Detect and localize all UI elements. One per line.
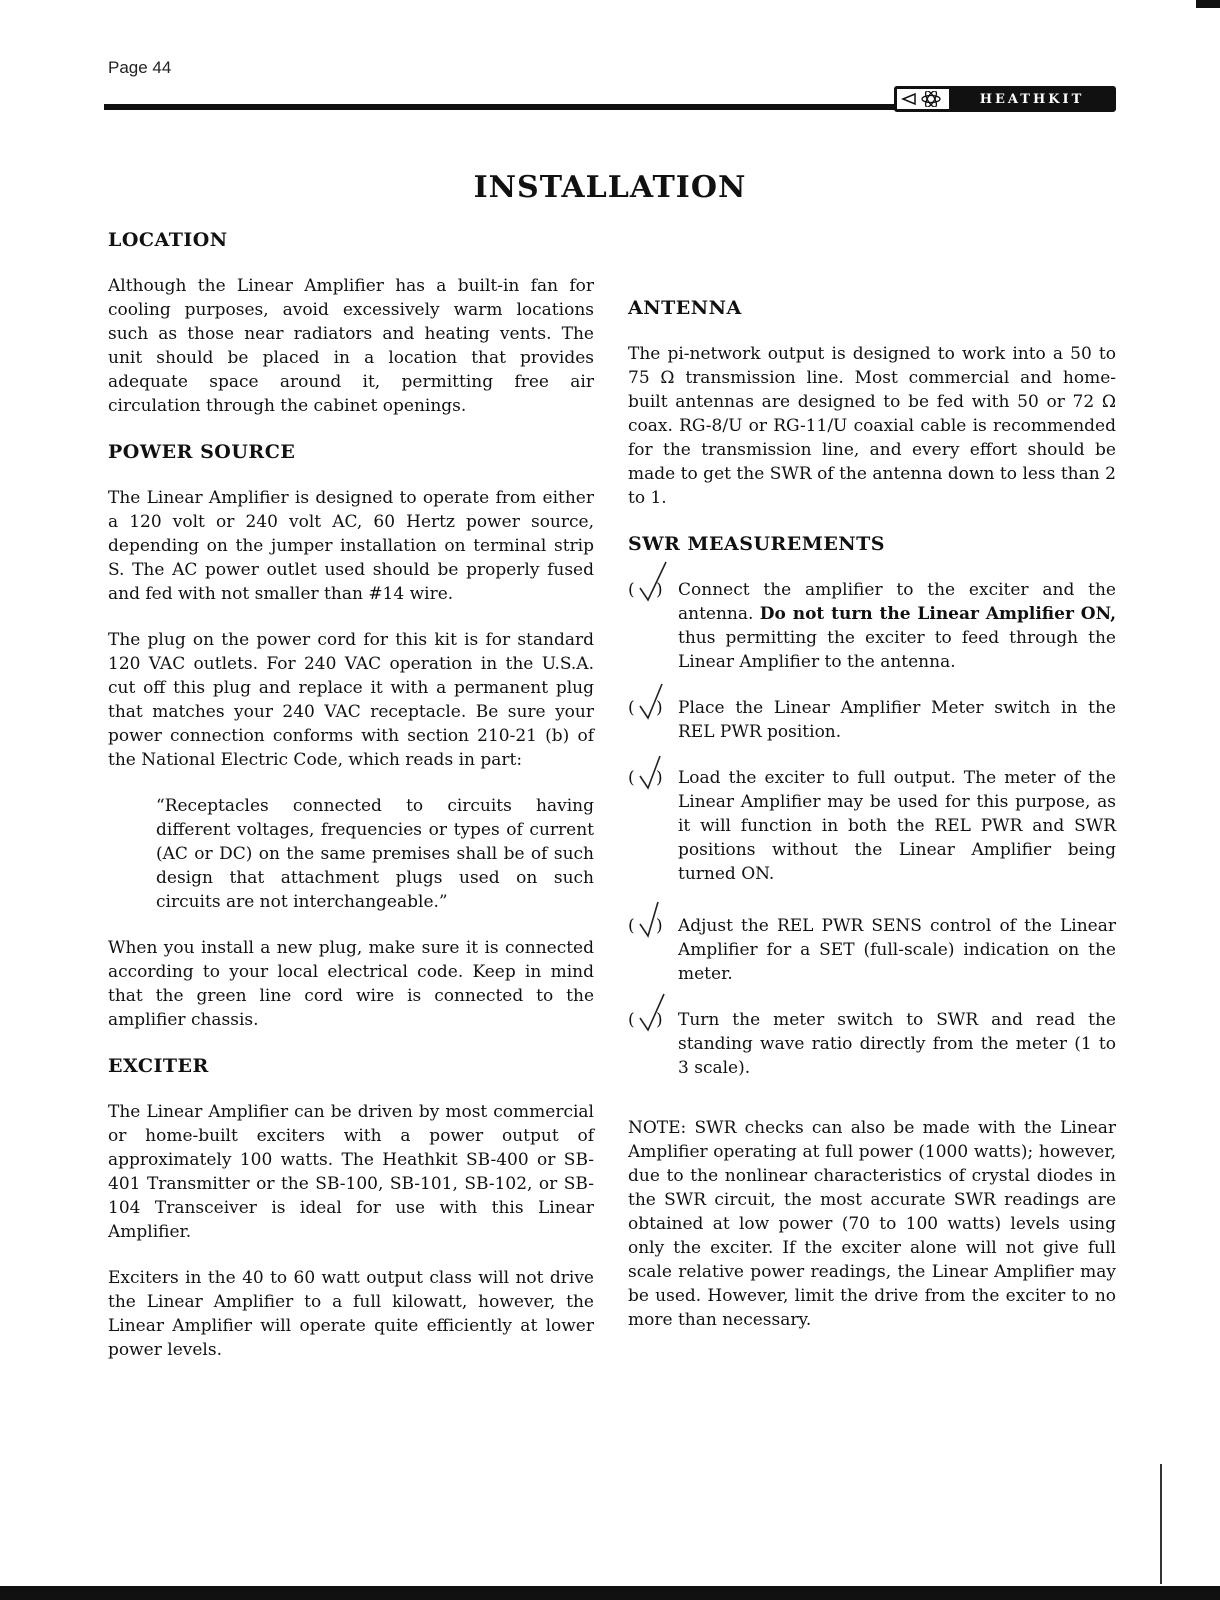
list-item [628,1008,1116,1080]
antenna-paragraph: The pi-network output is designed to work into a 50 to 75 Ω transmission line. Most commercial and home-built antennas are designed to be fed with 50 or 72 Ω coax. RG-8/U or RG-11/U coaxial cable is recommended for the transmission line, and every effort should be made to get the SWR of the antenna down to less than 2 to 1. [628,344,1116,508]
step-text: Connect the amplifier to the exciter and the antenna. Do not turn the Linear Amplifier ON, thus permitting the exciter to feed through the Linear Amplifier to the antenna. [678,580,1116,672]
atom-logo-icon [897,89,951,109]
swr-heading: SWR MEASUREMENTS [628,533,886,555]
step-text: Load the exciter to full output. The meter of the Linear Amplifier may be used for this purpose, as it will function in both the REL PWR and SWR positions without the Linear Amplifier being turned ON. [678,768,1116,884]
power-source-paragraph-1: The Linear Amplifier is designed to operate from either a 120 volt or 240 volt AC, 60 Hertz power source, depending on the jumper installation on terminal strip S. The AC power outlet used should be properly fused and fed with not smaller than #14 wire. [108,488,594,604]
step-checkbox[interactable]: ( ) [628,914,678,986]
right-column [628,226,1116,1354]
scan-edge-top [1196,0,1220,8]
scan-edge-bottom [0,1586,1220,1600]
step-text: Turn the meter switch to SWR and read the standing wave ratio directly from the meter (1 to 3 scale). [678,1010,1116,1078]
header-rule [104,104,904,110]
step-checkbox[interactable]: ( ) [628,578,678,674]
list-item [628,914,1116,986]
left-column [108,226,594,1384]
exciter-heading: EXCITER [108,1055,209,1077]
exciter-paragraph-1: The Linear Amplifier can be driven by most commercial or home-built exciters with a power output of approximately 100 watts. The Heathkit SB-400 or SB-401 Transmitter or the SB-100, SB-101, SB-102, or SB-104 Transceiver is ideal for use with this Linear Amplifier. [108,1102,594,1242]
power-source-heading: POWER SOURCE [108,441,296,463]
power-source-paragraph-3: When you install a new plug, make sure it is connected according to your local electrical code. Keep in mind that the green line cord wire is connected to the amplifier chassis. [108,938,594,1030]
page-title: INSTALLATION [473,170,747,205]
location-heading: LOCATION [108,229,228,251]
list-item [628,696,1116,744]
power-source-paragraph-2: The plug on the power cord for this kit is for standard 120 VAC outlets. For 240 VAC operation in the U.S.A. cut off this plug and replace it with a permanent plug that matches your 240 VAC receptacle. Be sure your power connection conforms with section 210-21 (b) of the National Electric Code, which reads in part: [108,630,594,770]
handwritten-check-icon [632,990,672,1034]
page-number: Page 44 [108,58,172,77]
step-checkbox[interactable]: ( ) [628,766,678,886]
step-checkbox[interactable]: ( ) [628,696,678,744]
step-text: Place the Linear Amplifier Meter switch in the REL PWR position. [678,698,1116,742]
handwritten-check-icon [632,896,672,940]
warning-bold-text: Do not turn the Linear Amplifier ON, [759,604,1116,624]
handwritten-check-icon [632,678,672,722]
handwritten-check-icon [632,560,672,604]
step-text: Adjust the REL PWR SENS control of the Linear Amplifier for a SET (full-scale) indication on the meter. [678,916,1116,984]
antenna-heading: ANTENNA [628,297,742,319]
brand-name: HEATHKIT [979,91,1085,107]
list-item [628,578,1116,674]
swr-steps-list [628,578,1116,1080]
list-item [628,766,1116,886]
scan-margin-mark [1160,1464,1162,1584]
brand-logo [894,86,1116,112]
swr-note: NOTE: SWR checks can also be made with the Linear Amplifier operating at full power (1000 watts); however, due to the nonlinear characteristics of crystal diodes in the SWR circuit, the most accurate SWR readings are obtained at low power (70 to 100 watts) levels using only the exciter. If the exciter alone will not give full scale relative power readings, the Linear Amplifier may be used. However, limit the drive from the exciter to no more than necessary. [628,1118,1116,1330]
step-checkbox[interactable]: ( ) [628,1008,678,1080]
handwritten-check-icon [632,748,672,792]
exciter-paragraph-2: Exciters in the 40 to 60 watt output class will not drive the Linear Amplifier to a full kilowatt, however, the Linear Amplifier will operate quite efficiently at lower power levels. [108,1268,594,1360]
electric-code-quote: “Receptacles connected to circuits having different voltages, frequencies or types of current (AC or DC) on the same premises shall be of such design that attachment plugs used on such circuits are not interchangeable.” [156,796,594,912]
location-paragraph: Although the Linear Amplifier has a built-in fan for cooling purposes, avoid excessively warm locations such as those near radiators and heating vents. The unit should be placed in a location that provides adequate space around it, permitting free air circulation through the cabinet openings. [108,276,594,416]
